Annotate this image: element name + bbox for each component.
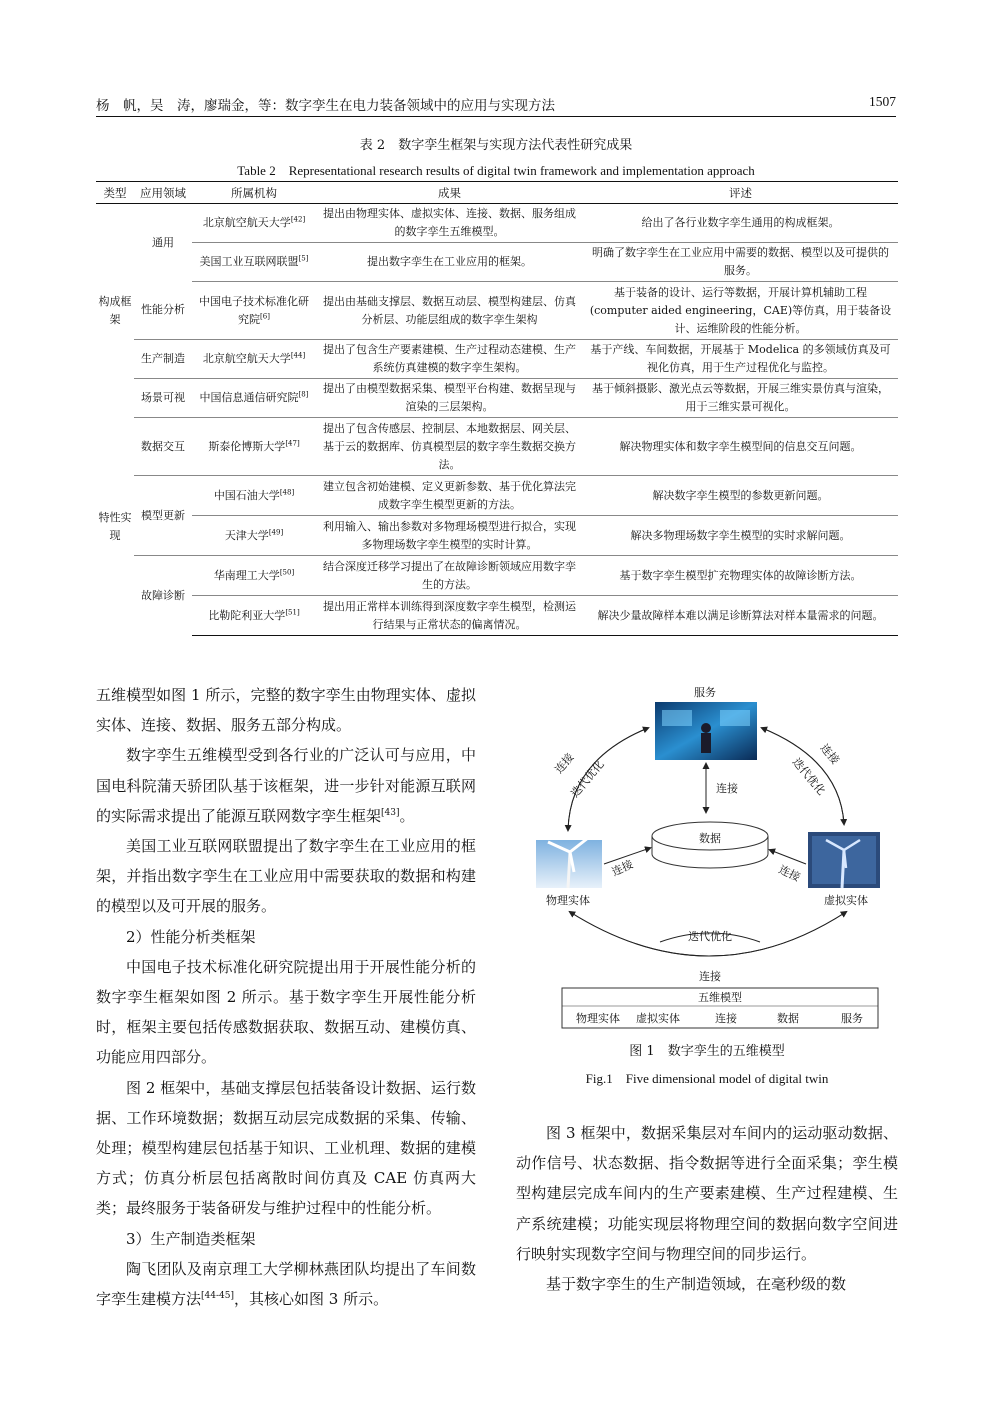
figure-five-dimensional-model — [530, 680, 890, 1030]
result-cell: 提出由基础支撑层、数据互动层、模型构建层、仿真分析层、功能层组成的数字孪生架构 — [316, 282, 583, 340]
paragraph: 中国电子技术标准化研究院提出用于开展性能分析的数字孪生框架如图 2 所示。基于数字孪生开展性能分析时，框架主要包括传感数据获取、数据互动、建模仿真、功能应用四部分。 — [96, 957, 476, 1067]
col-header-field: 应用领域 — [134, 182, 192, 204]
citation: [49] — [268, 527, 284, 536]
connect-label: 连接 — [609, 857, 636, 879]
connect-label: 连接 — [552, 750, 577, 776]
legend-item: 服务 — [841, 1012, 863, 1025]
comment-cell: 解决物理实体和数字孪生模型间的信息交互问题。 — [583, 418, 898, 476]
table-row — [96, 418, 898, 476]
table-caption-en: Table 2 Representational research results of digital twin framework and implementation approach — [237, 163, 755, 178]
citation: [51] — [285, 607, 300, 616]
comment-cell: 给出了各行业数字孪生通用的构成框架。 — [583, 204, 898, 243]
result-cell: 提出用正常样本训练得到深度数字孪生模型，检测运行结果与正常状态的偏离情况。 — [316, 596, 583, 636]
connect-label: 连接 — [716, 782, 738, 795]
institution-cell: 斯泰伦博斯大学[47] — [192, 418, 316, 476]
table-row — [96, 556, 898, 596]
legend-item: 数据 — [777, 1012, 799, 1025]
result-cell: 提出了由模型数据采集、模型平台构建、数据呈现与渲染的三层架构。 — [316, 379, 583, 418]
field-cell: 生产制造 — [134, 340, 192, 379]
citation: [50] — [279, 567, 295, 576]
paragraph: 基于数字孪生的生产制造领域，在毫秒级的数 — [546, 1275, 847, 1294]
comment-cell: 明确了数字孪生在工业应用中需要的数据、模型以及可提供的服务。 — [583, 243, 898, 282]
table-row — [96, 476, 898, 516]
institution-cell: 天津大学[49] — [192, 516, 316, 556]
institution-cell: 华南理工大学[50] — [192, 556, 316, 596]
figure-caption-en: Fig.1 Five dimensional model of digital twin — [585, 1071, 829, 1086]
table-row — [96, 596, 898, 636]
comment-cell: 基于装备的设计、运行等数据，开展计算机辅助工程(computer aided engineering，CAE)等仿真，用于装备设计、运维阶段的性能分析。 — [583, 282, 898, 340]
right-column-text — [516, 1118, 898, 1299]
col-header-institution: 所属机构 — [192, 182, 316, 204]
subsection-heading: 3）生产制造类框架 — [126, 1229, 256, 1248]
service-image-panel — [720, 710, 750, 726]
paragraph: 美国工业互联网联盟提出了数字孪生在工业应用的框架，并指出数字孪生在工业应用中需要获取的数据和构建的模型以及可开展的服务。 — [96, 837, 476, 916]
table-row — [96, 204, 898, 243]
field-cell: 性能分析 — [134, 282, 192, 340]
result-cell: 提出了包含生产要素建模、生产过程动态建模、生产系统仿真建模的数字孪生架构。 — [316, 340, 583, 379]
iterate-label: 迭代优化 — [688, 930, 732, 943]
field-cell: 通用 — [152, 235, 174, 249]
running-header — [96, 92, 896, 117]
data-label: 数据 — [699, 832, 721, 845]
institution-cell: 比勒陀利亚大学[51] — [192, 596, 316, 636]
subsection-heading: 2）性能分析类框架 — [126, 927, 256, 946]
paragraph: 五维模型如图 1 所示，完整的数字孪生由物理实体、虚拟实体、连接、数据、服务五部分构成。 — [96, 686, 476, 735]
header-authors: 杨 帆，吴 涛，廖瑞金，等：数字孪生在电力装备领域中的应用与实现方法 — [96, 98, 555, 114]
figure-caption-cn: 图 1 数字孪生的五维模型 — [629, 1044, 785, 1059]
type-cell: 构成框架 — [98, 294, 132, 326]
table-row — [96, 379, 898, 418]
citation: [42] — [290, 215, 306, 224]
table-caption-cn: 表 2 数字孪生框架与实现方法代表性研究成果 — [359, 138, 633, 153]
institution-cell: 中国石油大学[48] — [192, 476, 316, 516]
legend-item: 物理实体 — [576, 1012, 620, 1025]
result-cell: 利用输入、输出参数对多物理场模型进行拟合，实现多物理场数字孪生模型的实时计算。 — [316, 516, 583, 556]
institution-cell: 美国工业互联网联盟[5] — [192, 243, 316, 282]
iterate-label: 迭代优化 — [568, 757, 607, 800]
connect-label: 连接 — [776, 862, 803, 885]
citation: [5] — [298, 254, 309, 263]
paragraph: 陶飞团队及南京理工大学柳林燕团队均提出了车间数字孪生建模方法[44-45]，其核心如图 3 所示。 — [96, 1259, 476, 1309]
citation: [47] — [285, 438, 300, 447]
table-row — [96, 340, 898, 379]
left-column-text — [96, 680, 476, 1314]
legend-item: 连接 — [715, 1012, 737, 1025]
citation: [44] — [290, 351, 306, 360]
connect-arrow — [770, 850, 806, 864]
connect-label: 连接 — [699, 970, 721, 983]
institution-cell: 北京航空航天大学[42] — [192, 204, 316, 243]
col-header-result: 成果 — [316, 182, 583, 204]
field-cell: 数据交互 — [134, 418, 192, 476]
comment-cell: 解决多物理场数字孪生模型的实时求解问题。 — [583, 516, 898, 556]
institution-cell: 北京航空航天大学[44] — [192, 340, 316, 379]
result-cell: 提出数字孪生在工业应用的框架。 — [316, 243, 583, 282]
table-row — [96, 516, 898, 556]
citation: [48] — [279, 487, 295, 496]
col-header-type: 类型 — [96, 182, 134, 204]
paragraph: 图 2 框架中，基础支撑层包括装备设计数据、运行数据、工作环境数据；数据互动层完成数据的采集、传输、处理；模型构建层包括基于知识、工业机理、数据的建模方式；仿真分析层包括离散时间仿真及 CAE 仿真两大类；最终服务于装备研发与维护过程中的性能分析。 — [96, 1078, 476, 1218]
institution-cell: 中国电子技术标准化研究院[6] — [192, 282, 316, 340]
result-cell: 提出了包含传感层、控制层、本地数据层、网关层、基于云的数据库、仿真模型层的数字孪生数据交换方法。 — [316, 418, 583, 476]
iterate-label: 迭代优化 — [789, 755, 828, 798]
five-dimension-diagram — [530, 680, 890, 1030]
table-row — [96, 282, 898, 340]
field-cell: 故障诊断 — [141, 588, 185, 602]
legend-item: 虚拟实体 — [636, 1012, 680, 1025]
citation: [43] — [381, 807, 400, 818]
paragraph: 数字孪生五维模型受到各行业的广泛认可与应用，中国电科院蒲天骄团队基于该框架，进一步针对能源互联网的实际需求提出了能源互联网数字孪生框架[43]。 — [96, 746, 476, 825]
comment-cell: 基于数字孪生模型扩充物理实体的故障诊断方法。 — [583, 556, 898, 596]
connect-label: 连接 — [817, 741, 842, 767]
service-image-panel — [662, 710, 692, 726]
field-cell: 场景可视 — [134, 379, 192, 418]
comment-cell: 基于产线、车间数据，开展基于 Modelica 的多领域仿真及可视化仿真，用于生产过程优化与监控。 — [583, 340, 898, 379]
citation: [44-45] — [201, 1291, 234, 1302]
table-row — [96, 243, 898, 282]
virtual-entity-label: 虚拟实体 — [824, 894, 868, 907]
service-person-icon — [701, 733, 711, 753]
result-cell: 建立包含初始建模、定义更新参数、基于优化算法完成数字孪生模型更新的方法。 — [316, 476, 583, 516]
comment-cell: 解决数字孪生模型的参数更新问题。 — [583, 476, 898, 516]
legend-title: 五维模型 — [698, 991, 742, 1004]
page-number: 1507 — [869, 94, 896, 109]
citation: [6] — [260, 311, 270, 320]
table-header-row — [96, 182, 898, 204]
comment-cell: 解决少量故障样本难以满足诊断算法对样本量需求的问题。 — [583, 596, 898, 636]
citation: [8] — [298, 390, 309, 399]
service-label: 服务 — [694, 686, 716, 699]
comment-cell: 基于倾斜摄影、激光点云等数据，开展三维实景仿真与渲染，用于三维实景可视化。 — [583, 379, 898, 418]
research-table — [96, 181, 898, 636]
field-cell: 模型更新 — [134, 476, 192, 556]
type-cell: 特性实现 — [98, 510, 132, 542]
service-person-icon — [701, 723, 711, 733]
physical-entity-label: 物理实体 — [546, 894, 590, 907]
result-cell: 结合深度迁移学习提出了在故障诊断领域应用数字孪生的方法。 — [316, 556, 583, 596]
result-cell: 提出由物理实体、虚拟实体、连接、数据、服务组成的数字孪生五维模型。 — [316, 204, 583, 243]
col-header-comment: 评述 — [583, 182, 898, 204]
paragraph: 图 3 框架中，数据采集层对车间内的运动驱动数据、动作信号、状态数据、指令数据等进行全面采集；孪生模型构建层完成车间内的生产要素建模、生产过程建模、生产系统建模；功能实现层将物理空间的数据向数字空间进行映射实现数字空间与物理空间的同步运行。 — [516, 1124, 898, 1263]
institution-cell: 中国信息通信研究院[8] — [192, 379, 316, 418]
